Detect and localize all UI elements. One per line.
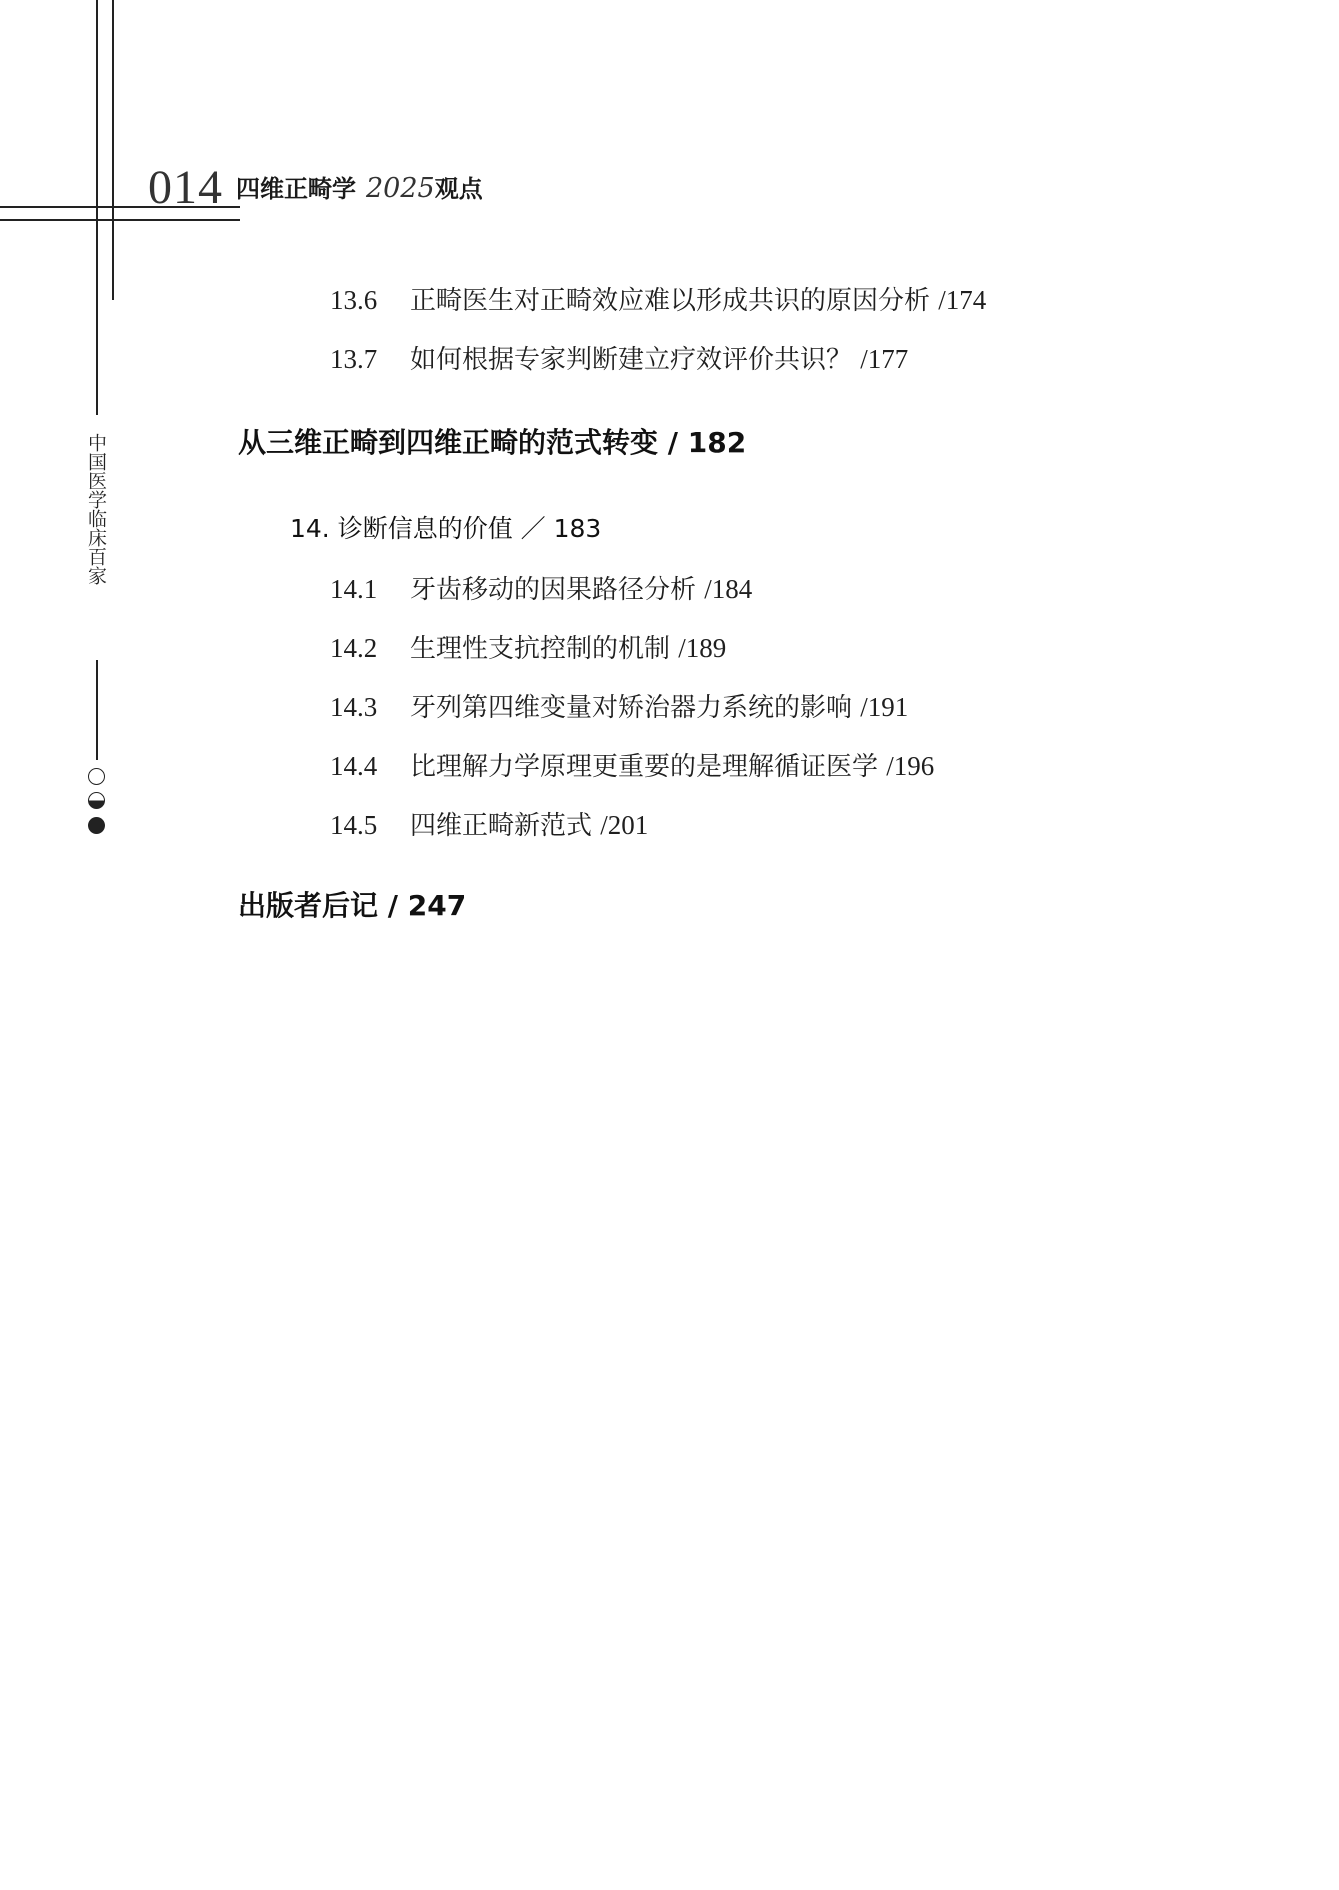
toc-entry [330,690,908,725]
toc-entry-title: 牙列第四维变量对矫治器力系统的影响 [410,693,853,723]
toc-entry-page: /174 [938,285,987,315]
toc-entry-number: 13.6 [330,285,378,315]
frame-vertical-line-right [112,0,114,300]
toc-entry-title: 如何根据专家判断建立疗效评价共识？ [410,345,853,375]
book-title: 四维正畸学 [236,175,356,203]
toc-entry [330,283,986,318]
series-label: 中国医学临床百家 [85,433,107,585]
toc-entry [330,572,752,607]
half-circle-icon [88,792,105,809]
toc-entry-number: 13.7 [330,344,378,374]
running-header [236,173,483,205]
toc-entry-number: 14.3 [330,692,378,722]
toc-entry [330,749,934,784]
toc-afterword: 出版者后记 / 247 [238,889,467,922]
frame-horizontal-line-bottom [0,219,240,221]
toc-entry-title: 四维正畸新范式 [410,811,593,841]
toc-entry [330,342,908,377]
empty-circle-icon [88,768,105,785]
toc-entry-page: /201 [600,810,649,840]
toc-entry-number: 14.5 [330,810,378,840]
toc-entry-page: /184 [704,574,753,604]
toc-chapter-title: 14. 诊断信息的价值 ／ 183 [290,514,602,543]
filled-circle-icon [88,817,105,834]
toc-entry-title: 生理性支抗控制的机制 [410,634,671,664]
book-year: 2025 [366,173,435,204]
toc-entry-page: /177 [860,344,909,374]
book-title-suffix: 观点 [434,175,483,203]
toc-entry-page: /189 [678,633,727,663]
toc-entry-number: 14.1 [330,574,378,604]
toc-entry-title: 正畸医生对正畸效应难以形成共识的原因分析 [410,286,931,316]
toc-entry-number: 14.2 [330,633,378,663]
toc-entry-number: 14.4 [330,751,378,781]
toc-entry [330,808,648,843]
toc-entry [330,631,726,666]
side-rule-top [96,300,98,413]
toc-entry-title: 比理解力学原理更重要的是理解循证医学 [410,752,879,782]
toc-entry-page: /191 [860,692,909,722]
page-number: 014 [148,161,223,214]
toc-entry-page: /196 [886,751,935,781]
toc-entry-title: 牙齿移动的因果路径分析 [410,575,697,605]
side-rule-bottom [96,660,98,760]
toc-part-title: 从三维正畸到四维正畸的范式转变 / 182 [238,426,747,459]
